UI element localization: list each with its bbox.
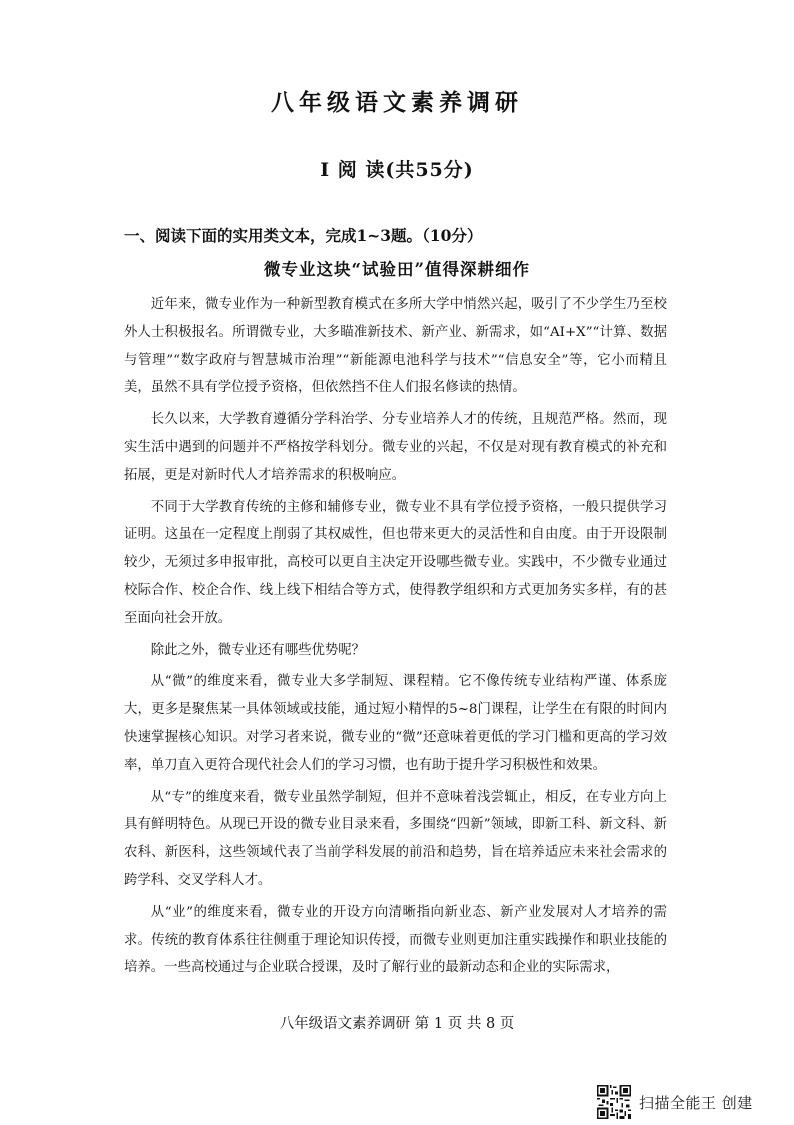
scanner-watermark-label: 扫描全能王 创建 [639,1093,753,1112]
page-footer: 八年级语文素养调研 第 1 页 共 8 页 [279,1016,515,1032]
section-title: Ⅰ 阅 读(共55分) [320,159,474,181]
scanner-watermark [597,1085,753,1119]
article-paragraph: 从“微”的维度来看，微专业大多学制短、课程精。它不像传统专业结构严谨、体系庞大，更多是聚焦某一具体领域或技能，通过短小精悍的5~8门课程，让学生在有限的时间内快速掌握核心知识。对学习者来说，微专业的“微”还意味着更低的学习门槛和更高的学习效率，单刀直入更符合现代社会人们的学习习惯，也有助于提升学习积极性和效果。 [124,674,667,773]
article-paragraph: 长久以来，大学教育遵循分学科治学、分专业培养人才的传统，且规范严格。然而，现实生活中遇到的问题并不严格按学科划分。微专业的兴起，不仅是对现有教育模式的补充和拓展，更是对新时代人才培养需求的积极响应。 [124,412,667,483]
page-title: 八年级语文素养调研 [271,89,523,116]
article-body [124,291,667,986]
article-paragraph: 除此之外，微专业还有哪些优势呢？ [150,642,366,658]
qr-code-icon [597,1085,631,1119]
article-paragraph: 不同于大学教育传统的主修和辅修专业，微专业不具有学位授予资格，一般只提供学习证明。这虽在一定程度上削弱了其权威性，但也带来更大的灵活性和自由度。由于开设限制较少，无须过多申报审批，高校可以更自主决定开设哪些微专业。实践中，不少微专业通过校际合作、校企合作、线上线下相结合等方式，使得教学组织和方式更加务实多样，有的甚至面向社会开放。 [124,499,667,626]
article-title: 微专业这块“试验田”值得深耕细作 [264,260,530,279]
article-paragraph: 从“专”的维度来看，微专业虽然学制短，但并不意味着浅尝辄止，相反，在专业方向上具有鲜明特色。从现已开设的微专业目录来看，多围绕“四新”领域，即新工科、新文科、新农科、新医科，这些领域代表了当前学科发展的前沿和趋势，旨在培养适应未来社会需求的跨学科、交叉学科人才。 [124,789,667,888]
question-title: 一、阅读下面的实用类文本，完成1~3题。（10分） [124,226,483,245]
article-paragraph: 近年来，微专业作为一种新型教育模式在多所大学中悄然兴起，吸引了不少学生乃至校外人士积极报名。所谓微专业，大多瞄准新技术、新产业、新需求，如“AI+X”“计算、数据与管理”“数字政府与智慧城市治理”“新能源电池科学与技术”“信息安全”等，它小而精且美，虽然不具有学位授予资格，但依然挡不住人们报名修读的热情。 [124,297,667,396]
article-paragraph: 从“业”的维度来看，微专业的开设方向清晰指向新业态、新产业发展对人才培养的需求。传统的教育体系往往侧重于理论知识传授，而微专业则更加注重实践操作和职业技能的培养。一些高校通过与企业联合授课，及时了解行业的最新动态和企业的实际需求， [124,904,667,976]
